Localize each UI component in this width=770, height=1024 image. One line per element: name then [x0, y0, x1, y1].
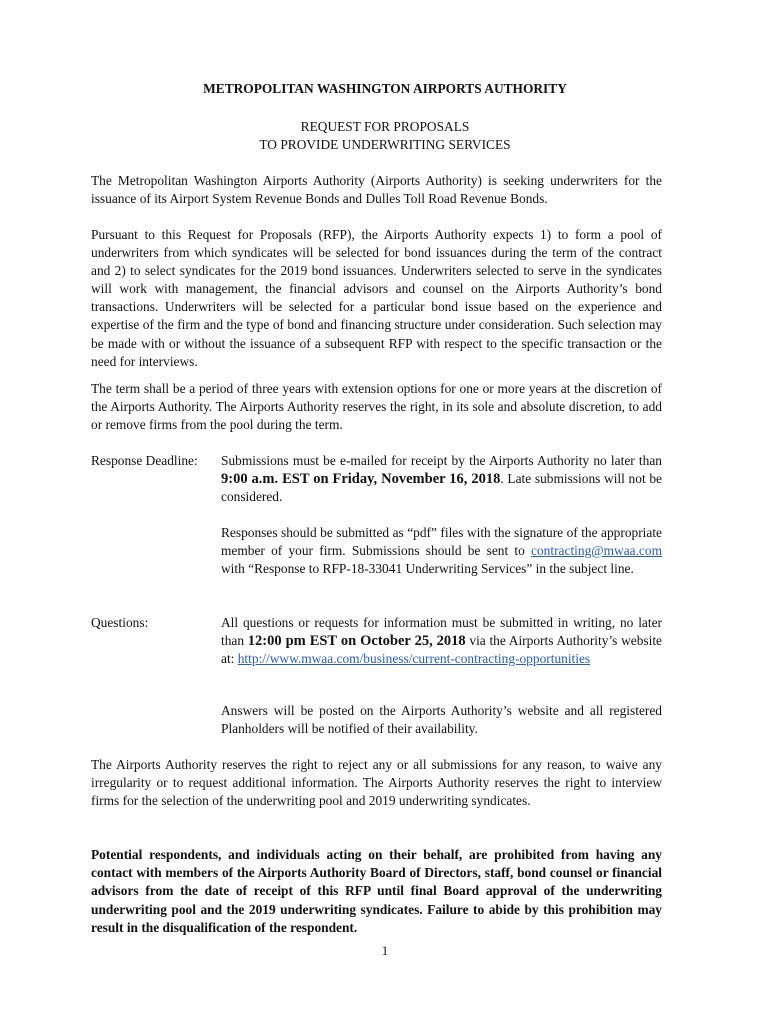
page-number: 1 [381, 943, 389, 958]
questions-text: All questions or requests for information must be submitted in writing, no later than 12:00 pm EST on October 25, 2018 via the Airports Authority’s website at: http://www.mwaa.com/business/current-contracting-opportunities [221, 615, 662, 667]
opportunities-url-link[interactable]: http://www.mwaa.com/business/current-contracting-opportunities [237, 651, 591, 667]
reservation-paragraph: The Airports Authority reserves the right to reject any or all submissions for any reason, to waive any irregularity or to request additional information. The Airports Authority reserves the right to interview firms for the selection of the underwriting pool and 2019 underwriting syndicates. [91, 757, 662, 809]
purpose-paragraph: Pursuant to this Request for Proposals (RFP), the Airports Authority expects 1) to form a pool of underwriters from which syndicates will be selected for bond issuances during the term of the contract and 2) to select syndicates for the 2019 bond issuances. Underwriters selected to serve in the syndicates will work with management, the financial advisors and counsel on the Airports Authority’s bond transactions. Underwriters will be selected for a particular bond issue based on the experience and expertise of the firm and the type of bond and financing structure under consideration. Such selection may be made with or without the issuance of a subsequent RFP with respect to the specific transaction or the need for interviews. [91, 227, 662, 369]
submission-instructions: Responses should be submitted as “pdf” files with the signature of the appropriate member of your firm. Submissions should be sent to contracting@mwaa.com with “Response to RFP-18-33041 Underwriting Services” in the subject line. [221, 525, 662, 577]
response-deadline-text: Submissions must be e-mailed for receipt by the Airports Authority no later than 9:00 a.m. EST on Friday, November 16, 2018. Late submissions will not be considered. [221, 453, 662, 505]
intro-paragraph: The Metropolitan Washington Airports Authority (Airports Authority) is seeking underwriters for the issuance of its Airport System Revenue Bonds and Dulles Toll Road Revenue Bonds. [91, 173, 662, 207]
answers-text: Answers will be posted on the Airports Authority’s website and all registered Planholders will be notified of their availability. [221, 703, 662, 737]
contracting-email-link[interactable]: contracting@mwaa.com [531, 543, 662, 559]
organization-title: METROPOLITAN WASHINGTON AIRPORTS AUTHORITY [203, 81, 567, 96]
rfp-title-line-2: TO PROVIDE UNDERWRITING SERVICES [259, 137, 511, 152]
questions-date: 12:00 pm EST on October 25, 2018 [247, 633, 466, 650]
questions-label: Questions: [91, 615, 149, 630]
response-deadline-label: Response Deadline: [91, 453, 198, 468]
rfp-title-line-1: REQUEST FOR PROPOSALS [300, 119, 470, 134]
prohibition-warning: Potential respondents, and individuals acting on their behalf, are prohibited from having any contact with members of the Airports Authority Board of Directors, staff, bond counsel or financial advisors from the date of receipt of this RFP until final Board approval of the underwriting underwriting pool and the 2019 underwriting syndicates. Failure to abide by this prohibition may result in the disqualification of the respondent. [91, 847, 662, 935]
deadline-date: 9:00 a.m. EST on Friday, November 16, 2018 [221, 471, 501, 488]
term-paragraph: The term shall be a period of three years with extension options for one or more years at the discretion of the Airports Authority. The Airports Authority reserves the right, in its sole and absolute discretion, to add or remove firms from the pool during the term. [91, 381, 662, 433]
